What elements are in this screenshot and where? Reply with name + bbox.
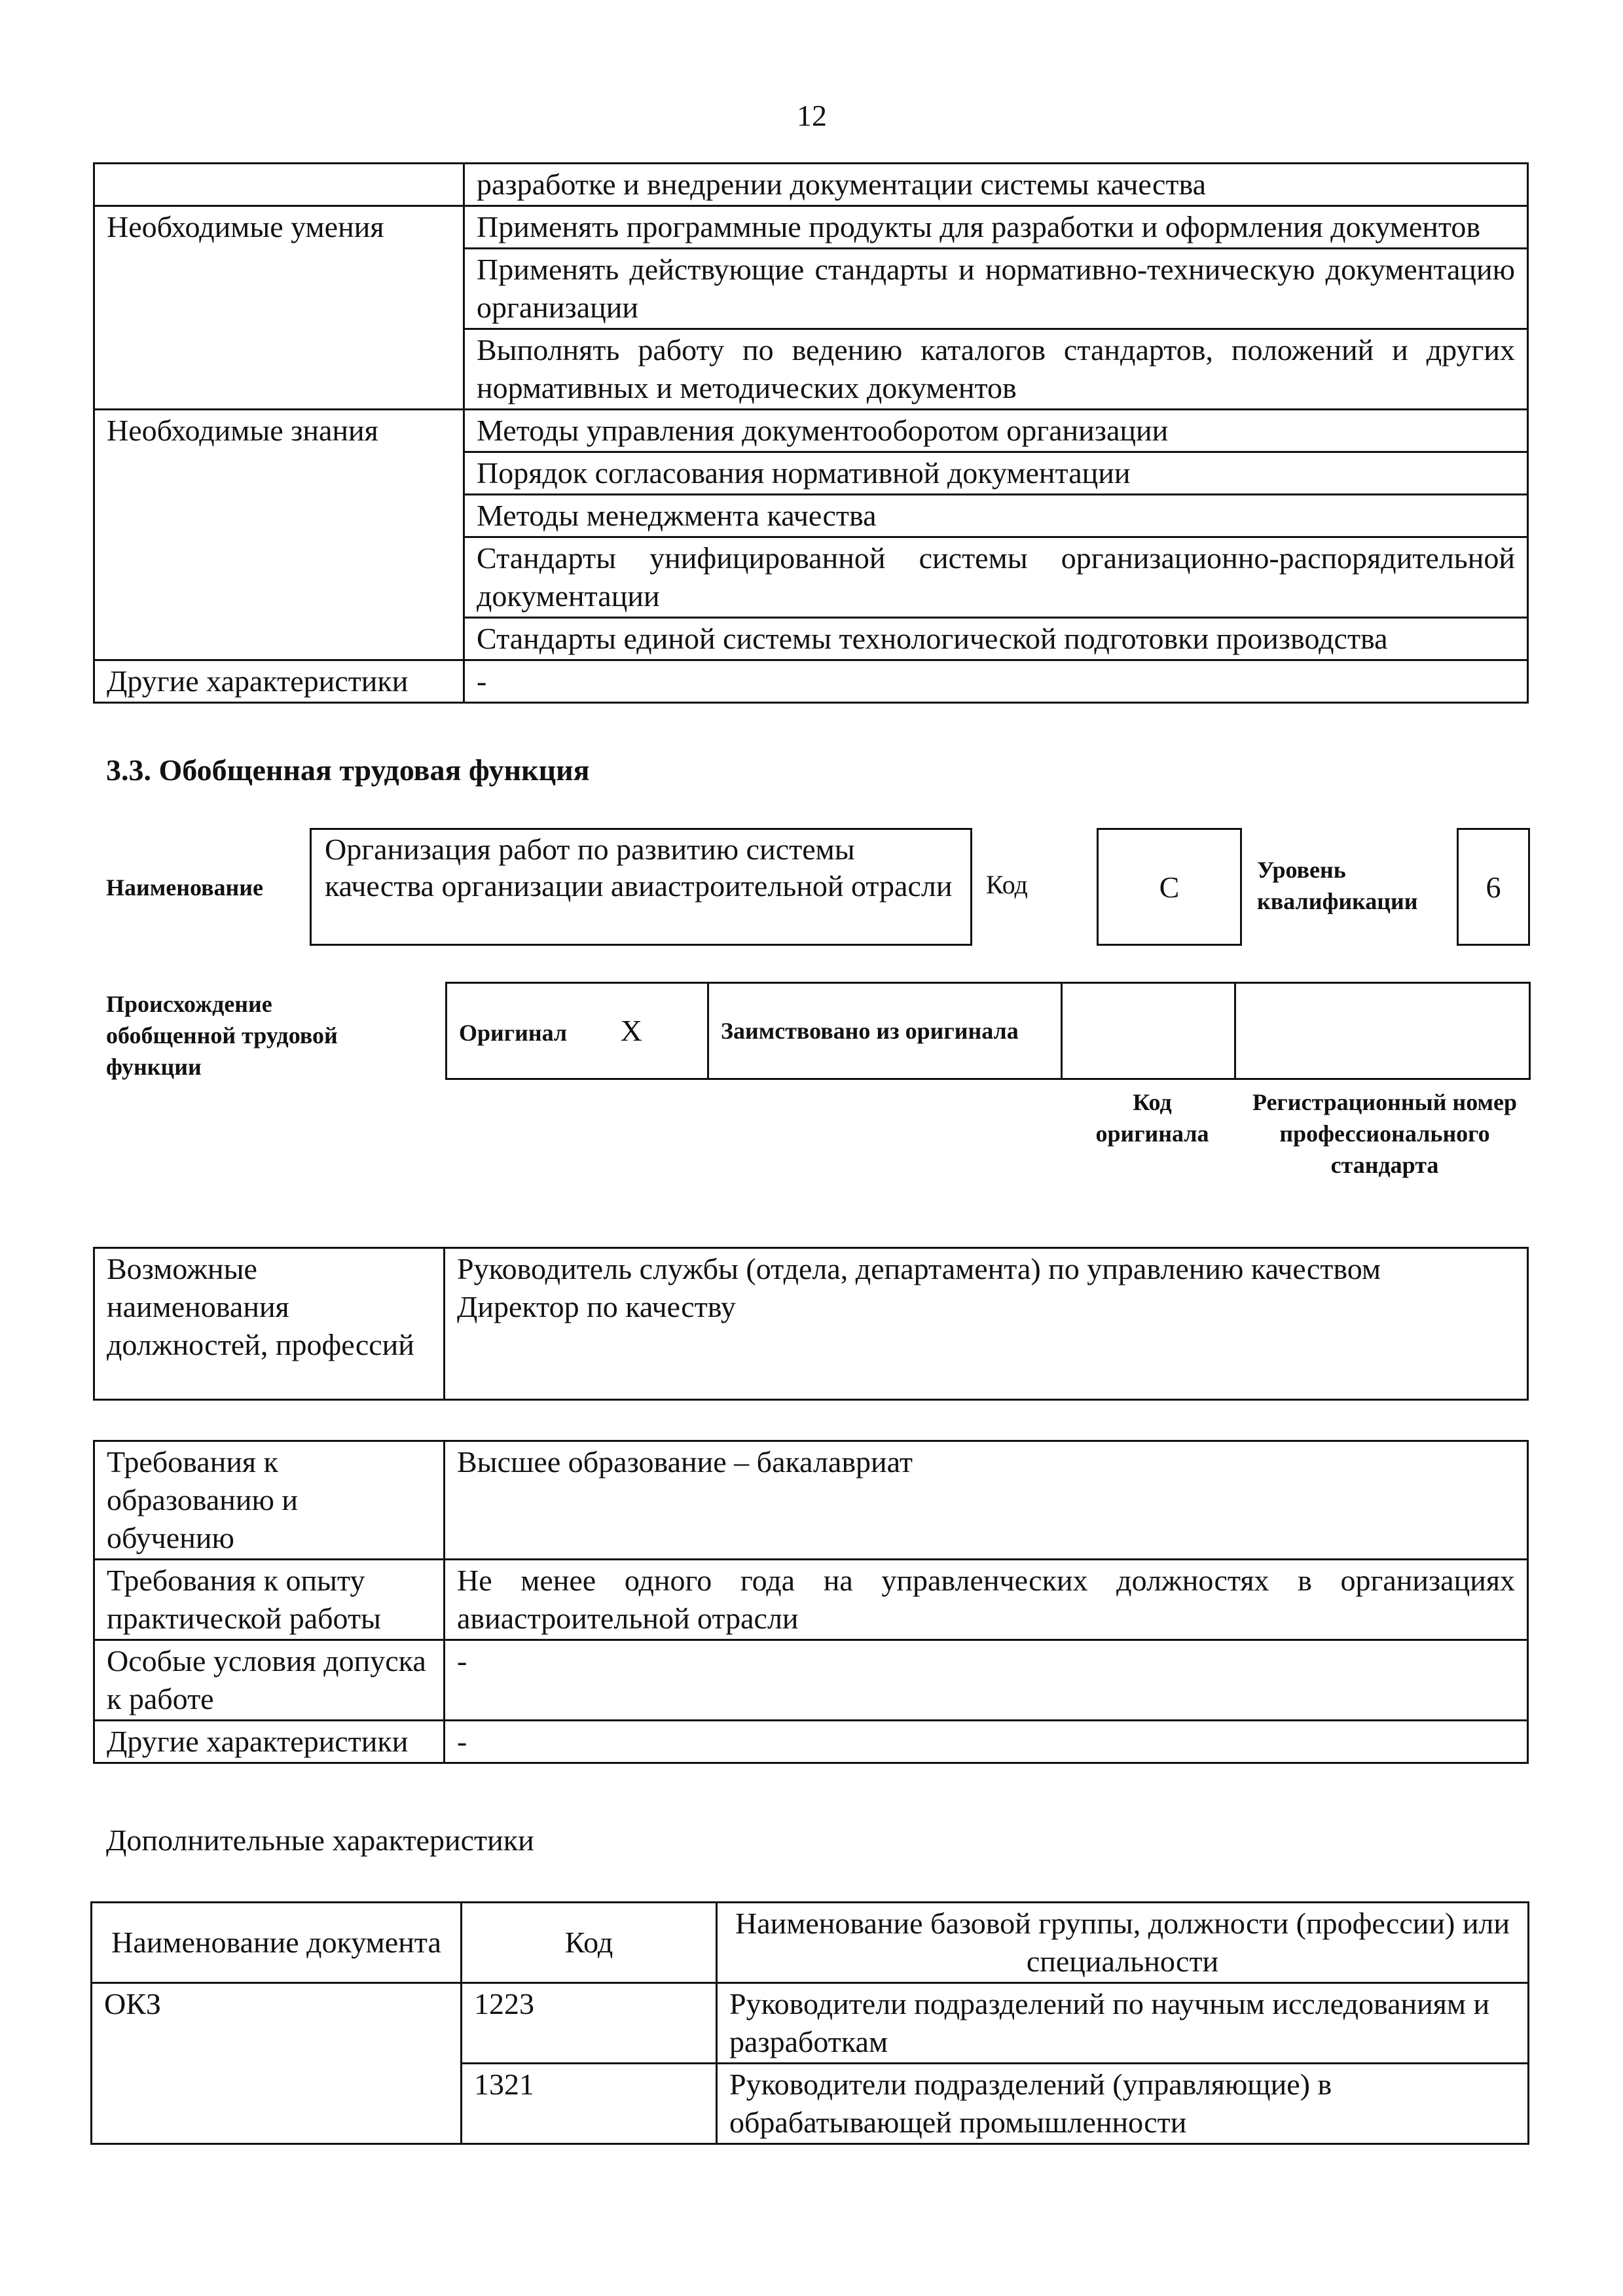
skills-label: Необходимые умения (94, 206, 464, 410)
position-item: Директор по качеству (457, 1290, 736, 1323)
table-row (92, 1903, 1529, 1983)
header-code: Код (462, 1903, 717, 1983)
function-name: Организация работ по развитию системы качества организации авиастроительной отрасли (325, 833, 953, 903)
original-label: Оригинал (459, 1020, 568, 1046)
other-value: - (464, 660, 1528, 703)
group-name-cell: Руководители подразделений по научным исследованиям и разработкам (717, 1983, 1529, 2064)
table-row (94, 164, 1528, 206)
requirement-label: Особые условия допуска к работе (94, 1640, 445, 1721)
requirement-value: Высшее образование – бакалавриат (445, 1441, 1528, 1560)
requirement-label: Требования к образованию и обучению (94, 1441, 445, 1560)
skill-item: Применять программные продукты для разработки и оформления документов (464, 206, 1528, 249)
positions-table (93, 1247, 1529, 1401)
group-name-cell: Руководители подразделений (управляющие) в обрабатывающей промышленности (717, 2064, 1529, 2144)
requirement-value: - (445, 1721, 1528, 1763)
code-original-cell (1062, 983, 1235, 1079)
origin-table (445, 982, 1531, 1080)
code-value: C (1159, 870, 1180, 904)
table-row (94, 1640, 1528, 1721)
reg-number-caption: Регистрационный номер профессионального стандарта (1252, 1089, 1518, 1178)
code-original-caption: Код оригинала (1095, 1089, 1209, 1147)
section-heading: 3.3. Обобщенная трудовая функция (106, 753, 590, 787)
other-label: Другие характеристики (94, 660, 464, 703)
code-value-box (1097, 828, 1242, 946)
original-cell (447, 983, 708, 1079)
table-row (92, 1983, 1529, 2064)
skill-item: Применять действующие стандарты и нормативно-техническую документацию организации (464, 249, 1528, 329)
requirements-table (93, 1440, 1529, 1764)
skills-knowledge-table (93, 162, 1529, 704)
level-value: 6 (1486, 870, 1501, 904)
requirement-label: Требования к опыту практической работы (94, 1560, 445, 1640)
code-label: Код (986, 870, 1028, 899)
additional-heading: Дополнительные характеристики (106, 1823, 534, 1857)
doc-name-cell: ОКЗ (92, 1983, 462, 2144)
code-cell: 1321 (462, 2064, 717, 2144)
table-row (94, 1248, 1528, 1400)
header-group-name: Наименование базовой группы, должности (профессии) или специальности (717, 1903, 1529, 1983)
name-value-box (310, 828, 972, 946)
knowledge-item: Методы менеджмента качества (464, 495, 1528, 537)
page-number: 12 (797, 99, 827, 132)
table-row (94, 206, 1528, 249)
table-row (94, 1721, 1528, 1763)
table-row (94, 410, 1528, 452)
requirement-label: Другие характеристики (94, 1721, 445, 1763)
table-row (447, 983, 1530, 1079)
cell-continuation: разработке и внедрении документации системы качества (464, 164, 1528, 206)
knowledge-item: Порядок согласования нормативной документации (464, 452, 1528, 495)
skill-item: Выполнять работу по ведению каталогов стандартов, положений и других нормативных и методических документов (464, 329, 1528, 410)
knowledge-label: Необходимые знания (94, 410, 464, 660)
knowledge-item: Стандарты единой системы технологической подготовки производства (464, 618, 1528, 660)
additional-table (90, 1901, 1529, 2145)
level-value-box (1457, 828, 1530, 946)
borrowed-label: Заимствовано из оригинала (708, 983, 1062, 1079)
position-item: Руководитель службы (отдела, департамента) по управлению качеством (457, 1252, 1381, 1285)
table-row (94, 1441, 1528, 1560)
positions-value (445, 1248, 1528, 1400)
requirement-value: - (445, 1640, 1528, 1721)
table-row (94, 660, 1528, 703)
header-doc-name: Наименование документа (92, 1903, 462, 1983)
knowledge-item: Методы управления документооборотом организации (464, 410, 1528, 452)
requirement-value: Не менее одного года на управленческих должностях в организациях авиастроительной отрасли (445, 1560, 1528, 1640)
positions-label: Возможные наименования должностей, профессий (94, 1248, 445, 1400)
reg-number-cell (1235, 983, 1530, 1079)
level-label: Уровень квалификации (1257, 857, 1418, 914)
origin-label: Происхождение обобщенной трудовой функции (106, 991, 338, 1080)
code-cell: 1223 (462, 1983, 717, 2064)
original-mark: X (620, 1014, 642, 1047)
table-row (94, 1560, 1528, 1640)
empty-cell (94, 164, 464, 206)
knowledge-item: Стандарты унифицированной системы организационно-распорядительной документации (464, 537, 1528, 618)
name-label: Наименование (106, 874, 263, 901)
